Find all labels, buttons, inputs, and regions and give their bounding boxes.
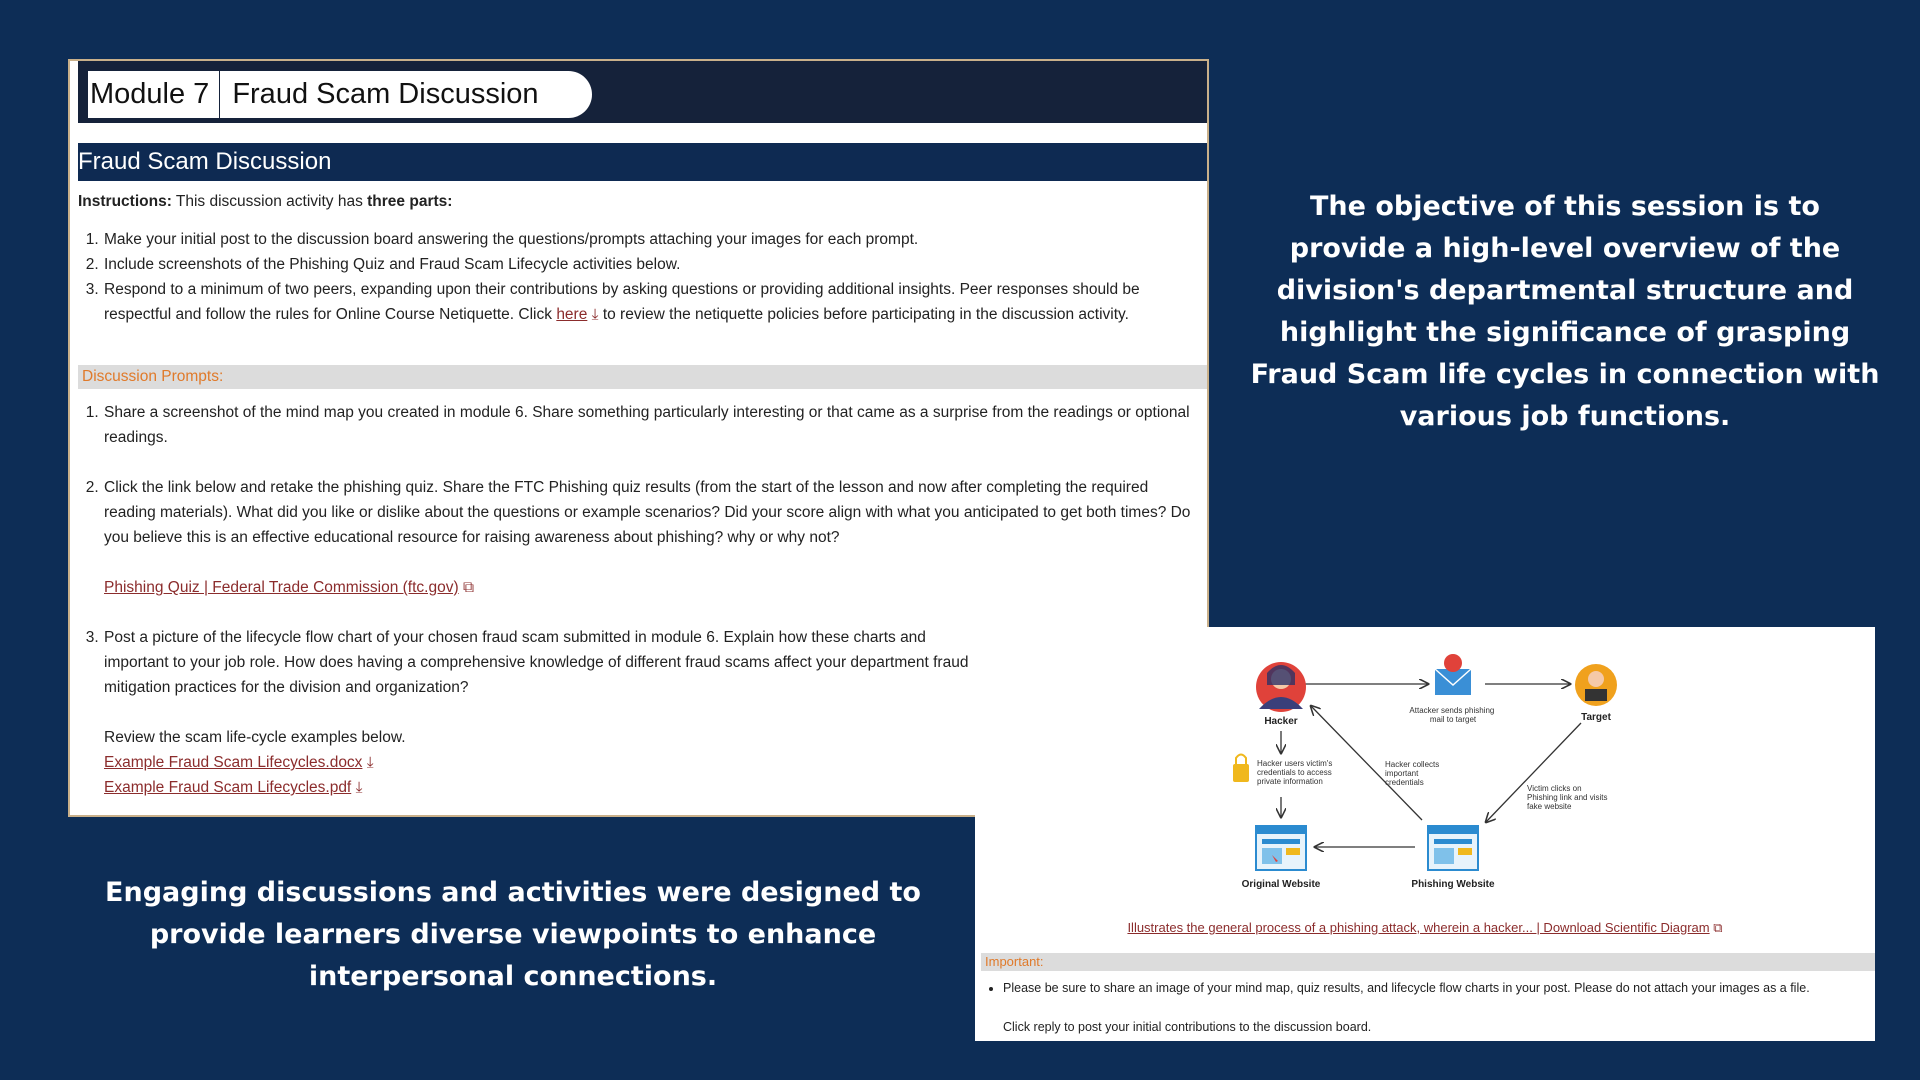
original-website-icon: [1256, 826, 1306, 870]
victim-clicks-label: [1527, 784, 1607, 811]
docx-file-link[interactable]: Example Fraud Scam Lifecycles.docx: [104, 754, 363, 771]
attacker-sends-text: Attacker sends phishing: [1409, 706, 1495, 715]
module-title-pill: [88, 71, 592, 118]
list-item: [1003, 978, 1865, 998]
list-item: [103, 252, 1199, 277]
diagram-label-line: Phishing link and visits: [1527, 793, 1608, 802]
diagram-source-link[interactable]: Illustrates the general process of a phishing attack, wherein a hacker... | Download Scientific Diagram: [1127, 920, 1710, 935]
list-item: [103, 475, 1199, 600]
engagement-text: Engaging discussions and activities were designed to provide learners diverse viewpoints to enhance interpersonal connections.: [105, 877, 921, 992]
parts-list: [78, 227, 1199, 327]
hacker-uses-text: Hacker users victim's: [1257, 759, 1333, 768]
diagram-label-line: important: [1385, 769, 1419, 778]
list-item: [103, 277, 1199, 327]
prompt-2-text: Click the link below and retake the phishing quiz. Share the FTC Phishing quiz results (from the start of the lesson and now after completing the required reading materials). What did you like or dislike about the questions or example scenarios? Did your score align with what you anticipated to get both times? Do you believe this is an effective educational resource for raising awareness about phishing? why or why not?: [104, 479, 1191, 546]
objective-text: The objective of this session is to provide a high-level overview of the division's departmental structure and highlight the significance of grasping Fraud Scam life cycles in connection with various job functions.: [1250, 191, 1880, 432]
phishing-website-icon: [1428, 826, 1478, 870]
instructions: [78, 189, 1199, 214]
phishing-website-label: Phishing Website: [1411, 879, 1495, 890]
prompt-1-text: Share a screenshot of the mind map you created in module 6. Share something particularly interesting or that came as a surprise from the readings or optional readings.: [104, 404, 1190, 446]
important-bullet-text: Please be sure to share an image of your mind map, quiz results, and lifecycle flow charts in your post. Please do not attach your images as a file.: [1003, 981, 1810, 995]
pdf-file-link[interactable]: Example Fraud Scam Lifecycles.pdf: [104, 779, 352, 796]
important-body: [987, 978, 1865, 1037]
diagram-label-line: credentials: [1385, 778, 1424, 787]
external-link-icon[interactable]: ⧉: [1713, 920, 1723, 935]
module-header-bar: [78, 61, 1207, 123]
list-item: [103, 400, 1199, 450]
target-label: Target: [1581, 712, 1611, 723]
original-website-label: Original Website: [1241, 879, 1321, 890]
section-title: Fraud Scam Discussion: [78, 143, 1207, 181]
victim-clicks-text: Victim clicks on: [1527, 784, 1582, 793]
hacker-icon: [1256, 662, 1306, 712]
diagram-label-line: mail to target: [1429, 715, 1477, 724]
phishing-attack-diagram: [975, 627, 1875, 917]
hacker-collects-text: Hacker collects: [1385, 760, 1440, 769]
hacker-uses-label: [1257, 759, 1335, 786]
diagram-label-line: credentials to access: [1257, 768, 1332, 777]
diagram-label-line: fake website: [1527, 802, 1572, 811]
lock-icon: [1233, 755, 1249, 783]
hacker-collects-label: [1385, 760, 1441, 787]
part-1-text: Make your initial post to the discussion board answering the questions/prompts attaching your images for each prompt.: [104, 231, 919, 248]
prompt-3-text: Post a picture of the lifecycle flow chart of your chosen fraud scam submitted in module 6. Explain how these charts and important to your job role. How does having a comprehensive knowledge of different fraud scams affect your department fraud mitigation practices for the division and organization?: [104, 629, 969, 696]
phishing-diagram-card: [975, 627, 1875, 1041]
diagram-caption: [975, 920, 1875, 936]
module-number: Module 7: [88, 71, 220, 118]
target-icon: [1575, 664, 1617, 706]
reply-instruction: Click reply to post your initial contributions to the discussion board.: [1003, 1020, 1372, 1034]
netiquette-link[interactable]: here: [556, 306, 588, 323]
download-icon[interactable]: ⤓: [591, 306, 599, 323]
diagram-label-line: private information: [1257, 777, 1323, 786]
instructions-text: This discussion activity has: [171, 193, 368, 210]
module-title: Fraud Scam Discussion: [232, 78, 539, 110]
list-item: [103, 227, 1199, 252]
phishing-quiz-link[interactable]: Phishing Quiz | Federal Trade Commission (ftc.gov): [104, 579, 459, 596]
part-3-text-before: Respond to a minimum of two peers, expanding upon their contributions by asking questions or providing additional insights. Peer responses should be respectful and follow the rules for Online Course Netiquette. Click: [104, 281, 1140, 323]
attacker-sends-label: [1409, 706, 1496, 724]
review-text: Review the scam life-cycle examples below.: [104, 729, 406, 746]
part-3-text-after: to review the netiquette policies before participating in the discussion activity.: [598, 306, 1129, 323]
external-link-icon[interactable]: ⧉: [462, 579, 475, 596]
part-2-text: Include screenshots of the Phishing Quiz and Fraud Scam Lifecycle activities below.: [104, 256, 681, 273]
hacker-label: Hacker: [1264, 716, 1298, 727]
download-icon[interactable]: ⤓: [366, 754, 374, 771]
instructions-emphasis: three parts:: [367, 193, 453, 210]
phishing-mail-icon: [1435, 654, 1471, 695]
discussion-prompts-label: Discussion Prompts:: [78, 365, 1207, 389]
download-icon[interactable]: ⤓: [355, 779, 363, 796]
important-label: Important:: [981, 953, 1875, 971]
instructions-label: Instructions:: [78, 193, 172, 210]
